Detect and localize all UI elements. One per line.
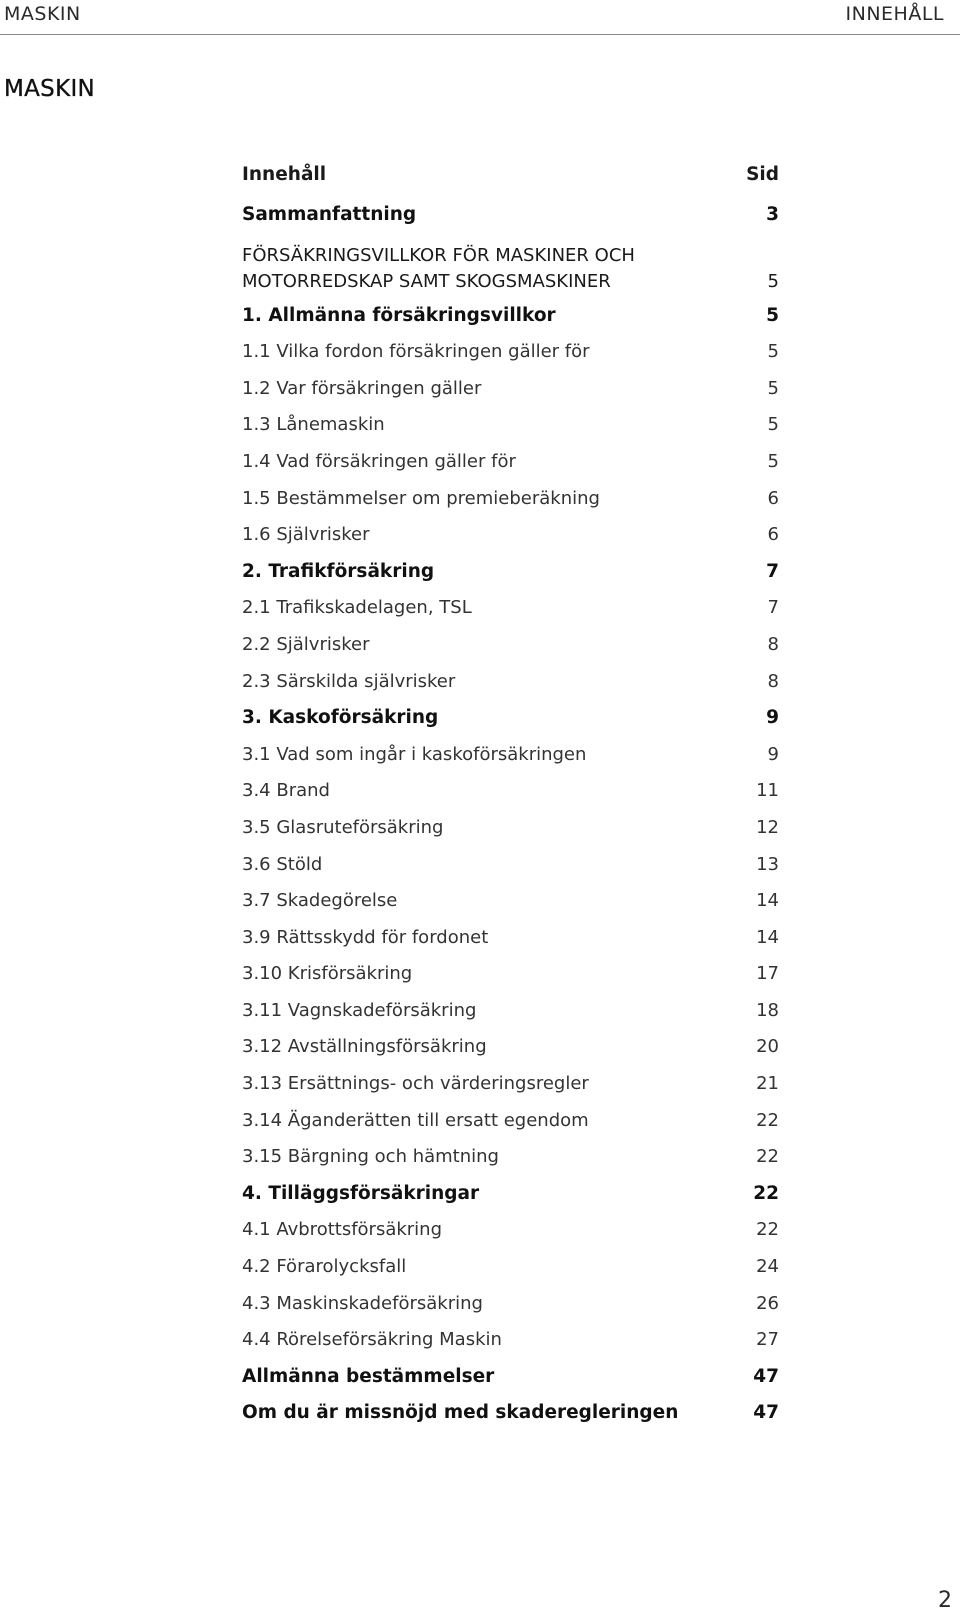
- toc-entry-page: 3: [766, 204, 779, 225]
- toc-entry-page: 26: [756, 1292, 779, 1314]
- toc-header-row: [242, 164, 779, 204]
- toc-entry-title: 3.13 Ersättnings- och värderingsregler: [242, 1073, 589, 1095]
- toc-entry-title: 3. Kaskoförsäkring: [242, 707, 439, 729]
- toc-entry[interactable]: [242, 341, 779, 378]
- toc-entry-title: Sammanfattning: [242, 204, 417, 225]
- table-of-contents: [242, 164, 779, 1439]
- toc-entry-title: 4. Tilläggsförsäkringar: [242, 1182, 480, 1204]
- toc-entry-title: 1.2 Var försäkringen gäller: [242, 377, 482, 399]
- page-number: 2: [938, 1588, 952, 1613]
- toc-entry-page: 18: [756, 999, 779, 1021]
- toc-entry-title: 4.2 Förarolycksfall: [242, 1256, 407, 1278]
- running-header-right: INNEHÅLL: [845, 3, 944, 25]
- toc-entry-title: 2.2 Självrisker: [242, 633, 370, 655]
- toc-entry-title: 3.6 Stöld: [242, 853, 323, 875]
- toc-entry-page: 47: [753, 1402, 779, 1424]
- toc-entry-title: 3.1 Vad som ingår i kaskoförsäkringen: [242, 743, 587, 765]
- toc-entry-page: 5: [767, 414, 779, 436]
- toc-entry[interactable]: [242, 854, 779, 891]
- toc-entry[interactable]: [242, 305, 779, 342]
- toc-entry[interactable]: [242, 241, 779, 305]
- toc-entry[interactable]: [242, 927, 779, 964]
- toc-entry[interactable]: [242, 1146, 779, 1183]
- toc-page-heading: Sid: [746, 164, 779, 185]
- toc-heading: Innehåll: [242, 164, 327, 185]
- toc-entry-title: 1.1 Vilka fordon försäkringen gäller för: [242, 341, 590, 363]
- toc-entry[interactable]: [242, 1293, 779, 1330]
- toc-entry-page: 17: [756, 963, 779, 985]
- toc-entry-page: 8: [767, 633, 779, 655]
- toc-entry-page: 11: [756, 780, 779, 802]
- toc-entry-title: 1.3 Lånemaskin: [242, 414, 385, 436]
- toc-entry-title: 3.14 Äganderätten till ersatt egendom: [242, 1109, 589, 1131]
- toc-entry[interactable]: [242, 744, 779, 781]
- toc-entry[interactable]: [242, 1329, 779, 1366]
- toc-entry[interactable]: [242, 1402, 779, 1439]
- toc-entry-page: 13: [756, 853, 779, 875]
- toc-entry-title: 4.1 Avbrottsförsäkring: [242, 1219, 443, 1241]
- toc-entry[interactable]: [242, 1219, 779, 1256]
- toc-entry[interactable]: [242, 671, 779, 708]
- toc-entry-page: 22: [756, 1109, 779, 1131]
- toc-entry-title: 3.15 Bärgning och hämtning: [242, 1146, 499, 1168]
- toc-entry-page: 9: [766, 707, 779, 729]
- toc-entry-title: 1. Allmänna försäkringsvillkor: [242, 304, 556, 326]
- toc-entry-title: 3.7 Skadegörelse: [242, 890, 398, 912]
- toc-entry[interactable]: [242, 963, 779, 1000]
- toc-entry[interactable]: [242, 1073, 779, 1110]
- toc-entry-page: 9: [767, 743, 779, 765]
- toc-entry[interactable]: [242, 1000, 779, 1037]
- toc-entry-title: 1.5 Bestämmelser om premieberäkning: [242, 487, 600, 509]
- running-header-left: MASKIN: [4, 3, 81, 25]
- toc-entry-page: 6: [767, 487, 779, 509]
- toc-entry-page: 6: [767, 524, 779, 546]
- toc-entry-title: Om du är missnöjd med skaderegleringen: [242, 1402, 679, 1424]
- toc-entry-title: 3.5 Glasruteförsäkring: [242, 816, 444, 838]
- toc-entry[interactable]: [242, 1110, 779, 1147]
- toc-entry-page: 24: [756, 1256, 779, 1278]
- toc-entry-page: 20: [756, 1036, 779, 1058]
- toc-entry-title: FÖRSÄKRINGSVILLKOR FÖR MASKINER OCH MOTORREDSKAP SAMT SKOGSMASKINER: [242, 244, 635, 292]
- toc-entry-page: 22: [756, 1146, 779, 1168]
- toc-entry-page: 22: [756, 1219, 779, 1241]
- toc-entry[interactable]: [242, 451, 779, 488]
- toc-entry-page: 5: [767, 450, 779, 472]
- toc-entry-page: 22: [753, 1182, 779, 1204]
- toc-entry[interactable]: [242, 1183, 779, 1220]
- toc-entry[interactable]: [242, 780, 779, 817]
- toc-entry-title: 3.10 Krisförsäkring: [242, 963, 413, 985]
- toc-entry-title: 3.12 Avställningsförsäkring: [242, 1036, 487, 1058]
- toc-entry[interactable]: [242, 414, 779, 451]
- toc-entry-title: 4.3 Maskinskadeförsäkring: [242, 1292, 483, 1314]
- toc-entry-title: 2.3 Särskilda självrisker: [242, 670, 456, 692]
- toc-entry[interactable]: [242, 1366, 779, 1403]
- toc-entry[interactable]: [242, 817, 779, 854]
- toc-entry-page: 14: [756, 890, 779, 912]
- toc-entry[interactable]: [242, 634, 779, 671]
- toc-entry[interactable]: [242, 1256, 779, 1293]
- toc-entry-page: 21: [756, 1073, 779, 1095]
- header-divider: [0, 34, 960, 35]
- toc-entry-page: 12: [756, 816, 779, 838]
- toc-entry[interactable]: [242, 890, 779, 927]
- toc-entry-page: 47: [753, 1365, 779, 1387]
- toc-entry[interactable]: [242, 597, 779, 634]
- toc-entry-title: 3.11 Vagnskadeförsäkring: [242, 999, 477, 1021]
- toc-entry-title: 4.4 Rörelseförsäkring Maskin: [242, 1329, 502, 1351]
- toc-entry[interactable]: [242, 561, 779, 598]
- toc-entry-page: 8: [767, 670, 779, 692]
- toc-entry-title: Allmänna bestämmelser: [242, 1365, 495, 1387]
- toc-entry[interactable]: [242, 1036, 779, 1073]
- toc-entry-title: 2.1 Trafikskadelagen, TSL: [242, 597, 472, 619]
- toc-entry-page: 5: [767, 270, 779, 292]
- toc-entry-title: 1.4 Vad försäkringen gäller för: [242, 450, 516, 472]
- toc-entry-page: 5: [767, 341, 779, 363]
- toc-entry-title: 3.9 Rättsskydd för fordonet: [242, 926, 489, 948]
- toc-entry[interactable]: [242, 524, 779, 561]
- toc-entry-page: 27: [756, 1329, 779, 1351]
- toc-entry-page: 5: [766, 304, 779, 326]
- toc-entry-page: 7: [767, 597, 779, 619]
- toc-entry-page: 5: [767, 377, 779, 399]
- toc-entry-title: 2. Trafikförsäkring: [242, 560, 435, 582]
- toc-entry[interactable]: [242, 204, 779, 241]
- toc-entry-title: 3.4 Brand: [242, 780, 330, 802]
- toc-entry-page: 7: [766, 560, 779, 582]
- page-title: MASKIN: [4, 76, 96, 102]
- toc-entries: [242, 204, 779, 1439]
- toc-entry[interactable]: [242, 707, 779, 744]
- toc-entry[interactable]: [242, 488, 779, 525]
- toc-entry-page: 14: [756, 926, 779, 948]
- toc-entry-title: 1.6 Självrisker: [242, 524, 370, 546]
- toc-entry[interactable]: [242, 378, 779, 415]
